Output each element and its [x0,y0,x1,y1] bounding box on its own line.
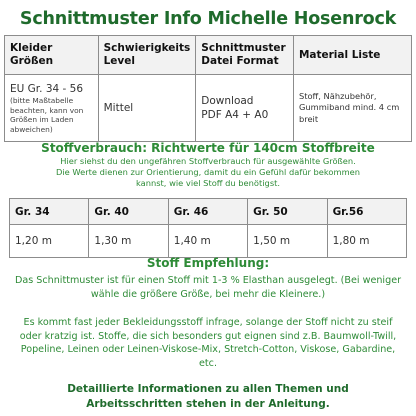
size-value: 1,20 m [10,225,89,258]
fabric-usage-sub-1: Hier siehst du den ungefähren Stoffverbrauch für ausgewählte Größen. [60,156,356,166]
recommendation-paragraph-2: Es kommt fast jeder Bekleidungsstoff infrage, solange der Stoff nicht zu steif oder kratzig ist. Stoffe, die sich besonders gut eignen sind z.B. Baumwoll-Twill, Popeline, Leinen oder Leinen-Viskose-Mix, Stretch-Cotton, Viskose, Gabardine, etc. [19,317,397,369]
size-header: Gr.56 [327,199,406,225]
size-value: 1,50 m [248,225,327,258]
recommendation-paragraph-1: Das Schnittmuster ist für einen Stoff mit 1-3 % Elasthan ausgelegt. (Bei weniger wähle die größere Größe, bei mehr die Kleinere.) [14,275,402,300]
format-line-1: Download [201,95,254,107]
size-value: 1,30 m [89,225,168,258]
fabric-usage-heading: Stoffverbrauch: Richtwerte für 140cm Stoffbreite [41,141,375,155]
size-value: 1,40 m [168,225,247,258]
format-line-2: PDF A4 + A0 [201,109,269,121]
cell-format [196,75,294,142]
header-level: Schwierigkeits Level [98,36,196,75]
size-header: Gr. 34 [10,199,89,225]
info-table-header-row [5,36,412,75]
cell-sizes [5,75,99,142]
info-table [4,35,412,142]
size-header: Gr. 46 [168,199,247,225]
size-table-row [10,225,407,258]
size-header: Gr. 40 [89,199,168,225]
size-table [9,198,407,258]
size-range: EU Gr. 34 - 56 [10,83,84,95]
size-header: Gr. 50 [248,199,327,225]
recommendation-heading: Stoff Empfehlung: [146,256,270,270]
size-note: (bitte Maßtabelle beachten, kann von Größen im Laden abweichen) [10,96,84,134]
cell-level: Mittel [98,75,196,142]
header-material: Material Liste [293,36,411,75]
page-title: Schnittmuster Info Michelle Hosenrock [19,9,397,29]
cell-material: Stoff, Nähzubehör, Gummiband mind. 4 cm breit [293,75,411,142]
footer-note: Detaillierte Informationen zu allen Themen und Arbeitsschritten stehen in der Anleitung. [67,383,349,410]
header-format: Schnittmuster Datei Format [196,36,294,75]
header-sizes: Kleider Größen [5,36,99,75]
size-table-header-row [10,199,407,225]
info-table-row [5,75,412,142]
fabric-usage-sub-2: Die Werte dienen zur Orientierung, damit du ein Gefühl dafür bekommen kannst, wie viel Stoff du benötigst. [55,167,361,188]
size-value: 1,80 m [327,225,406,258]
